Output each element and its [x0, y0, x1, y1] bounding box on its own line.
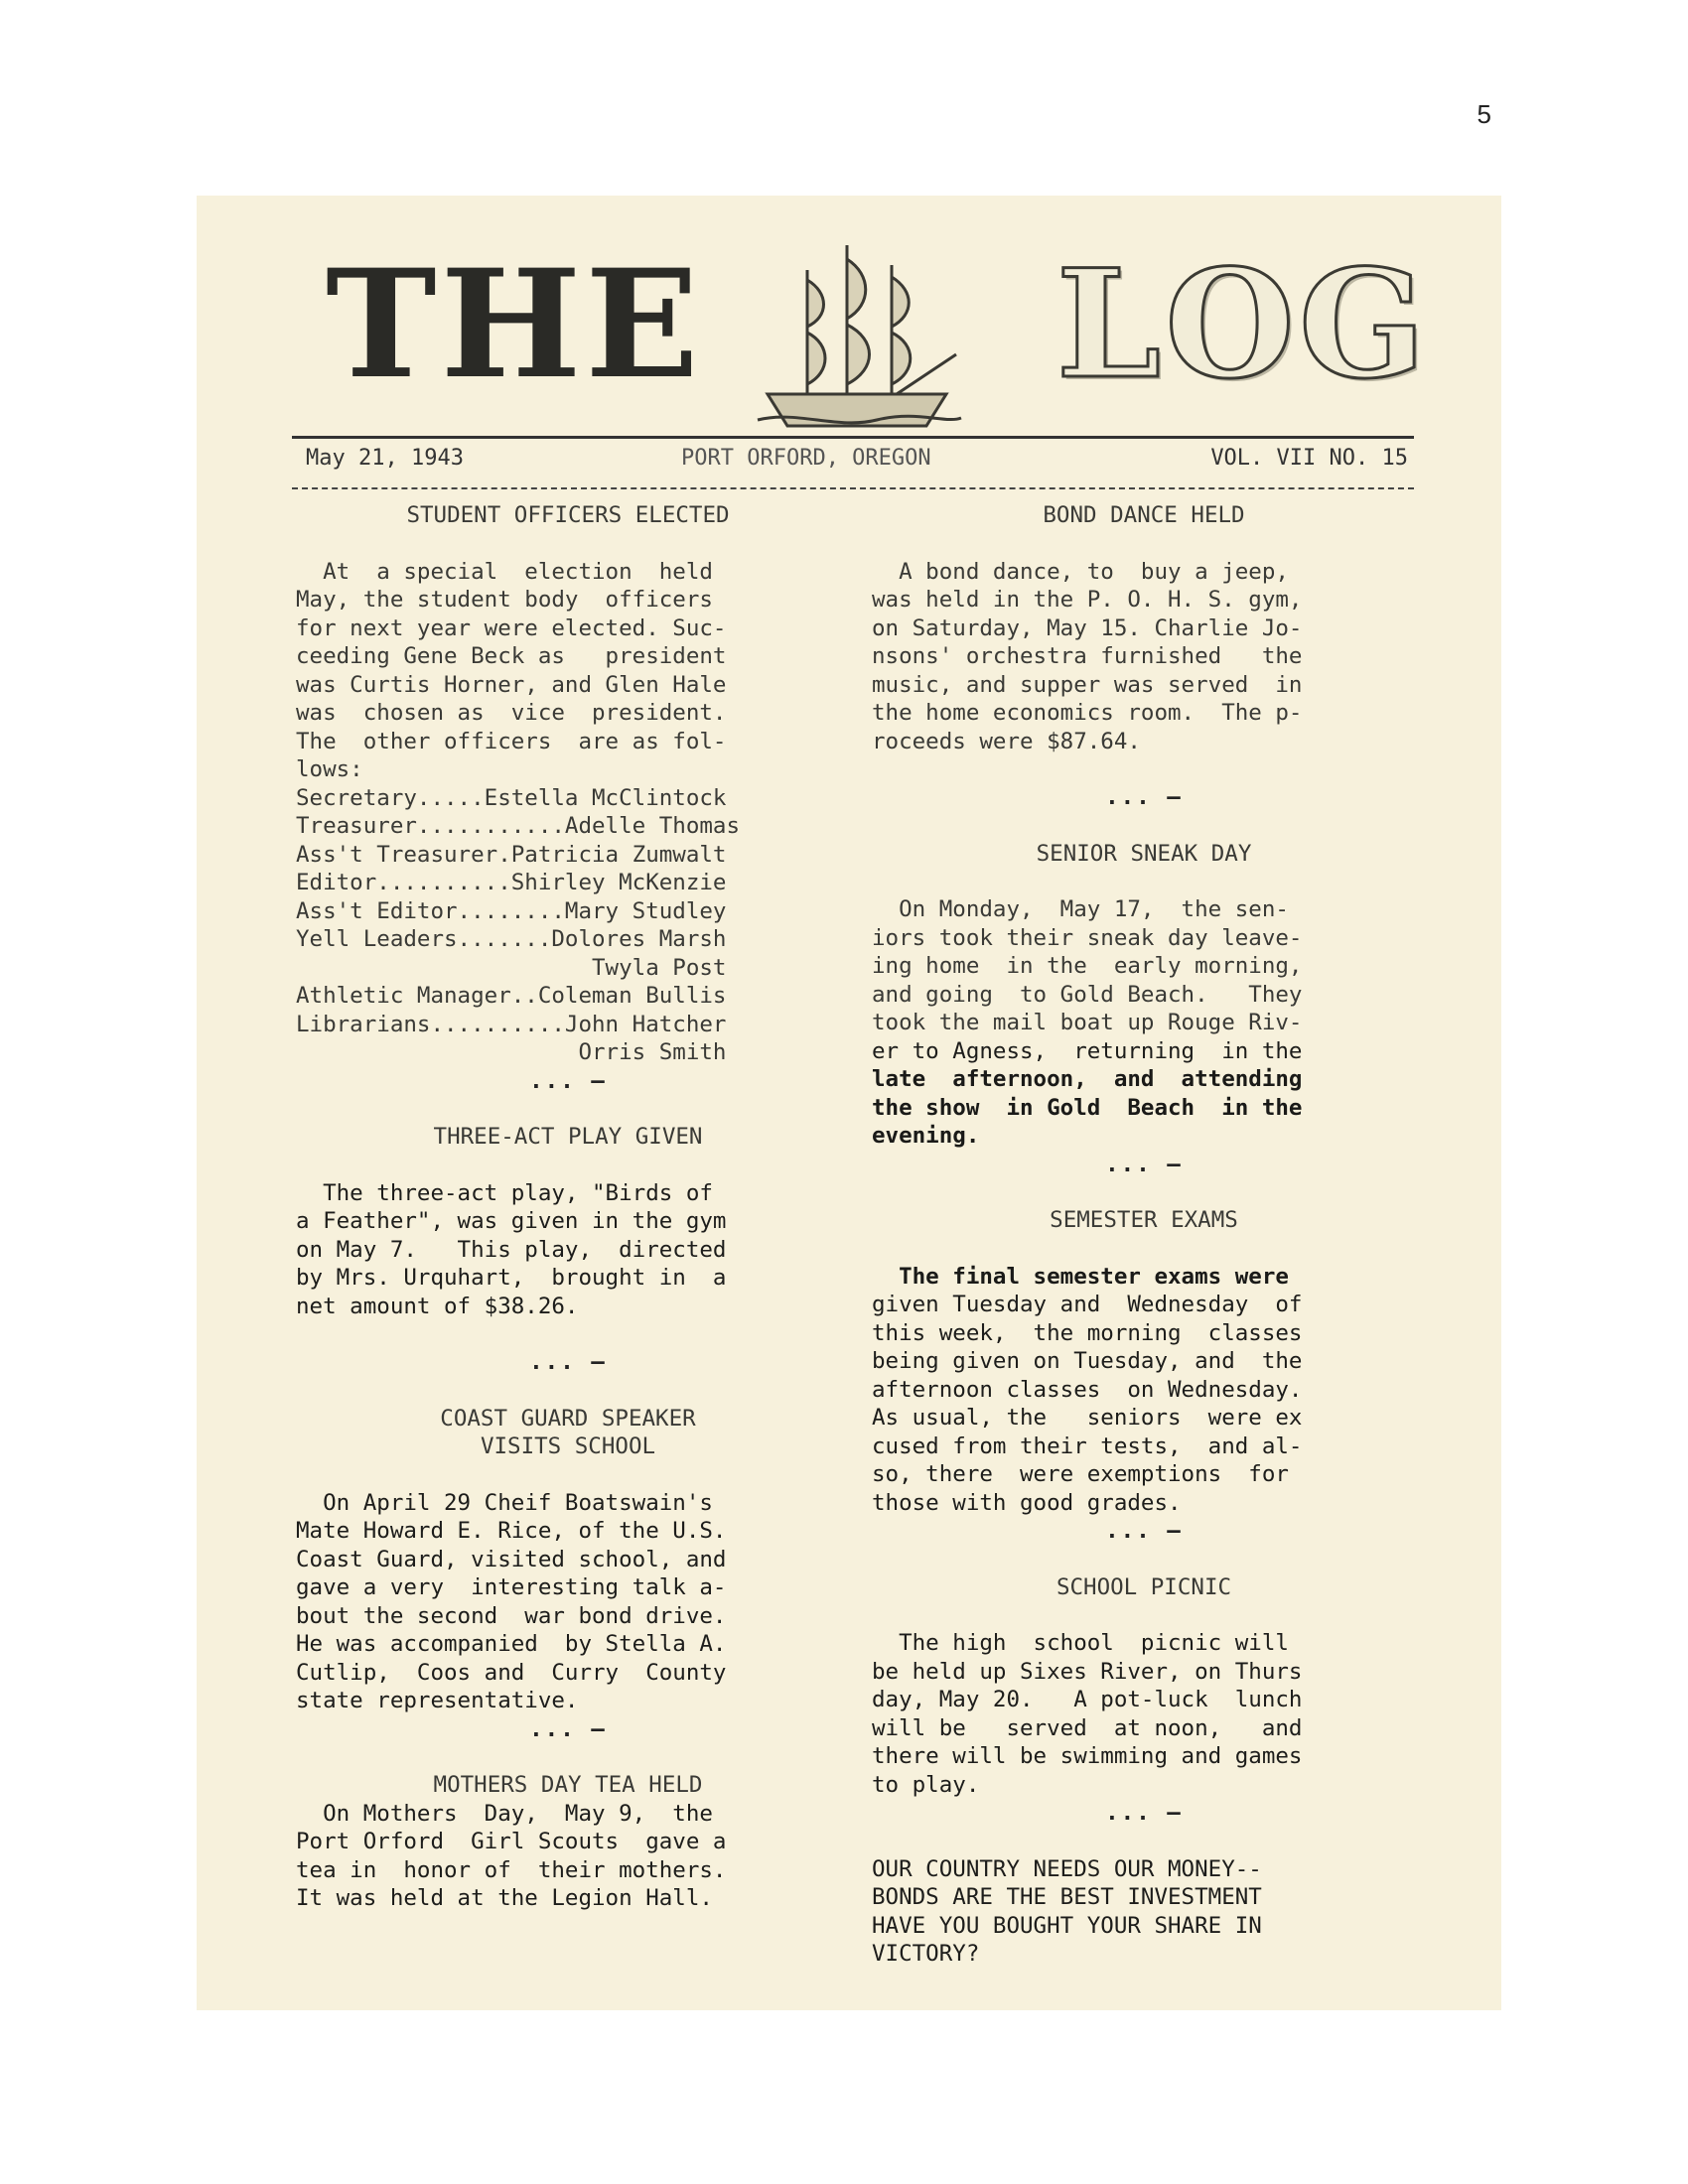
article-line: It was held at the Legion Hall.	[296, 1885, 713, 1911]
article-student-officers	[296, 501, 840, 1067]
officer-line: Orris Smith	[296, 1039, 727, 1065]
article-line: be held up Sixes River, on Thurs	[872, 1658, 1303, 1685]
article-line: to play.	[872, 1771, 980, 1798]
newspaper-page	[197, 196, 1501, 2010]
article-separator: ... —	[1105, 784, 1183, 810]
article-separator: ... —	[1105, 1518, 1183, 1544]
article-line: May, the student body officers	[296, 587, 713, 613]
officer-line: Ass't Treasurer.Patricia Zumwalt	[296, 841, 727, 868]
article-line: roceeds were $87.64.	[872, 728, 1141, 754]
article-line: evening.	[872, 1123, 980, 1149]
officer-line: Athletic Manager..Coleman Bullis	[296, 983, 727, 1009]
article-separator: ... —	[529, 1067, 607, 1094]
masthead-title-the: THE	[326, 237, 703, 412]
article-title: SEMESTER EXAMS	[1050, 1207, 1238, 1233]
article-line: The three-act play, "Birds of	[296, 1179, 713, 1206]
article-semester-exams	[872, 1206, 1416, 1517]
article-line: iors took their sneak day leave-	[872, 924, 1303, 951]
officer-line: Editor..........Shirley McKenzie	[296, 870, 727, 895]
officer-line: Ass't Editor........Mary Studley	[296, 897, 727, 924]
article-line: A bond dance, to buy a jeep,	[872, 558, 1289, 585]
article-line: a Feather", was given in the gym	[296, 1208, 727, 1234]
closing-line: OUR COUNTRY NEEDS OUR MONEY--	[872, 1855, 1262, 1882]
sailing-ship-icon	[748, 235, 966, 434]
article-line: will be served at noon, and	[872, 1714, 1303, 1741]
article-line: there will be swimming and games	[872, 1743, 1303, 1769]
article-line: nsons' orchestra furnished the	[872, 643, 1303, 669]
article-line: On April 29 Cheif Boatswain's	[296, 1489, 713, 1516]
article-title: STUDENT OFFICERS ELECTED	[406, 502, 730, 528]
article-title: SCHOOL PICNIC	[1055, 1573, 1232, 1600]
article-line: for next year were elected. Suc-	[296, 614, 727, 641]
issue-volume: VOL. VII NO. 15	[1210, 446, 1408, 471]
article-line: lows:	[296, 756, 363, 782]
officer-line: Librarians..........John Hatcher	[296, 1011, 727, 1037]
article-line: was Curtis Horner, and Glen Hale	[296, 671, 727, 698]
article-line: those with good grades.	[872, 1489, 1182, 1516]
closing-line: BONDS ARE THE BEST INVESTMENT	[872, 1884, 1262, 1910]
article-line: The other officers are as fol-	[296, 728, 727, 754]
article-line: on Saturday, May 15. Charlie Jo-	[872, 614, 1303, 641]
article-title: SENIOR SNEAK DAY	[1036, 840, 1252, 867]
article-line: afternoon classes on Wednesday.	[872, 1376, 1303, 1403]
article-line: bout the second war bond drive.	[296, 1602, 727, 1629]
article-line: by Mrs. Urquhart, brought in a	[296, 1265, 727, 1291]
issue-place: PORT ORFORD, OREGON	[681, 446, 931, 471]
article-line: took the mail boat up Rouge Riv-	[872, 1010, 1303, 1035]
article-line: was held in the P. O. H. S. gym,	[872, 587, 1303, 613]
article-line: the show in Gold Beach in the	[872, 1094, 1303, 1121]
issue-date: May 21, 1943	[306, 446, 464, 471]
article-title: COAST GUARD SPEAKER	[440, 1405, 696, 1432]
article-line: state representative.	[296, 1688, 579, 1713]
article-line: The final semester exams were	[872, 1263, 1289, 1290]
article-line: ing home in the early morning,	[872, 953, 1303, 979]
article-line: At a special election held	[296, 558, 713, 585]
article-line: this week, the morning classes	[872, 1319, 1303, 1346]
article-three-act-play	[296, 1123, 840, 1320]
closing-line: HAVE YOU BOUGHT YOUR SHARE IN	[872, 1912, 1262, 1939]
article-line: on May 7. This play, directed	[296, 1236, 727, 1263]
page-number: 5	[1477, 99, 1491, 129]
article-separator: ... —	[529, 1349, 607, 1375]
article-line: being given on Tuesday, and the	[872, 1348, 1303, 1374]
dateline-rule	[292, 487, 1414, 489]
article-line: late afternoon, and attending	[872, 1066, 1303, 1092]
article-line: As usual, the seniors were ex	[872, 1405, 1303, 1431]
article-title: THREE-ACT PLAY GIVEN	[433, 1124, 703, 1150]
article-line: ceeding Gene Beck as president	[296, 643, 727, 669]
article-coast-guard	[296, 1405, 840, 1715]
article-separator: ... —	[529, 1715, 607, 1742]
article-line: cused from their tests, and al-	[872, 1433, 1303, 1459]
article-line: Cutlip, Coos and Curry County	[296, 1659, 727, 1686]
article-bond-dance	[872, 501, 1416, 755]
article-line: and going to Gold Beach. They	[872, 981, 1303, 1008]
right-column	[872, 501, 1416, 1969]
article-mothers-day	[296, 1771, 840, 1913]
article-line: day, May 20. A pot-luck lunch	[872, 1687, 1303, 1712]
article-line: gave a very interesting talk a-	[296, 1574, 727, 1600]
article-line: er to Agness, returning in the	[872, 1037, 1303, 1064]
article-line: The high school picnic will	[872, 1630, 1289, 1656]
article-line: the home economics room. The p-	[872, 700, 1303, 726]
article-line: music, and supper was served in	[872, 671, 1303, 698]
article-line: tea in honor of their mothers.	[296, 1856, 727, 1883]
article-line: On Mothers Day, May 9, the	[296, 1800, 713, 1827]
closing-line: VICTORY?	[872, 1941, 980, 1967]
article-separator: ... —	[1105, 1800, 1183, 1826]
article-line: On Monday, May 17, the sen-	[872, 896, 1289, 922]
officer-line: Yell Leaders.......Dolores Marsh	[296, 926, 727, 952]
article-line: was chosen as vice president.	[296, 700, 727, 726]
article-line: given Tuesday and Wednesday of	[872, 1292, 1303, 1317]
article-line: Mate Howard E. Rice, of the U.S.	[296, 1518, 727, 1544]
article-line: Coast Guard, visited school, and	[296, 1546, 727, 1572]
article-separator: ... —	[1105, 1151, 1183, 1177]
article-title: MOTHERS DAY TEA HELD	[433, 1772, 703, 1798]
article-title: VISITS SCHOOL	[480, 1433, 656, 1459]
masthead	[197, 237, 1501, 412]
masthead-rule	[292, 436, 1414, 439]
left-column	[296, 501, 840, 1913]
closing-message	[872, 1855, 1416, 1969]
officer-line: Treasurer...........Adelle Thomas	[296, 813, 741, 839]
article-line: He was accompanied by Stella A.	[296, 1631, 727, 1657]
masthead-title-log: LOG	[1055, 237, 1430, 412]
dateline	[306, 446, 1408, 479]
article-school-picnic	[872, 1573, 1416, 1800]
article-line: net amount of $38.26.	[296, 1293, 579, 1319]
officer-line: Secretary.....Estella McClintock	[296, 784, 727, 811]
article-title: BOND DANCE HELD	[1043, 502, 1245, 528]
article-line: Port Orford Girl Scouts gave a	[296, 1829, 727, 1854]
article-senior-sneak	[872, 840, 1416, 1151]
article-line: so, there were exemptions for	[872, 1461, 1289, 1487]
officer-line: Twyla Post	[296, 954, 727, 981]
